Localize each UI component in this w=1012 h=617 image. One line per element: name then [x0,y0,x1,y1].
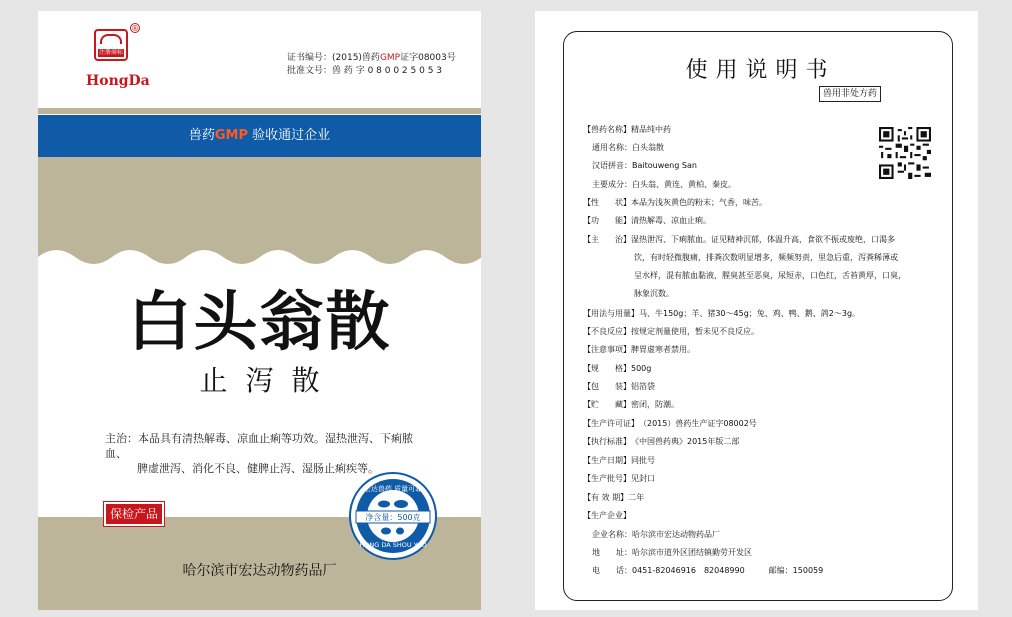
manual-row-manufacturer: 【生产企业】 [583,511,631,520]
manual-row-indication-cont-1: 饮，有时轻微腹痛，排粪次数明显增多，频频努责，里急后重，泻粪稀薄或 [634,253,898,262]
seal-net-weight: 净含量：500克 [365,513,421,522]
manual-row-storage: 【贮 藏】密闭，防潮。 [583,400,679,409]
manual-row-dosage: 【用法与用量】马、牛150g；羊、猪30～45g；兔、鸡、鸭、鹅、鸽2～3g。 [583,309,861,318]
manual-row-phone: 电 话：0451-82046916 82048990 邮编：150059 [592,566,824,575]
seal-arc-text: 宏达兽药 质量可靠 [363,485,423,493]
gmp-banner: 兽药GMP 验收通过企业 [38,115,481,157]
manual-row-license: 【生产许可证】（2015）兽药生产证字08002号 [583,419,757,428]
manual-row-precautions: 【注意事项】脾胃虚寒者禁用。 [583,345,695,354]
certificate-info [287,52,456,78]
indication-line-2: 脾虚泄泻、消化不良、健脾止泻、湿肠止痢疾等。 [137,462,379,475]
manual-row-pinyin: 汉语拼音：Baitouweng San [592,161,697,170]
manual-row-adverse: 【不良反应】按规定剂量使用，暂未见不良反应。 [583,327,759,336]
cert-number: 证书编号：(2015)兽药GMP证字08003号 [287,53,456,63]
house-icon [94,29,128,61]
manual-row-function: 【功 能】清热解毒、凉血止痢。 [583,216,711,225]
manual-row-package: 【包 装】铝箔袋 [583,382,655,391]
seal-pinyin: HONG DA SHOU YAO [359,541,427,549]
approval-number: 批准文号：兽 药 字 0 8 0 0 2 5 0 5 3 [287,66,443,76]
manual-row-batch: 【生产批号】见封口 [583,474,655,483]
brand-name: HongDa [86,73,150,89]
package-front [38,11,481,610]
manual-row-indication-cont-3: 脉象沉数。 [634,289,674,298]
manufacturer-name: 哈尔滨市宏达动物药品厂 [182,563,337,579]
manual-title: 使用说明书 [685,58,836,83]
manual-row-date: 【生产日期】同批号 [583,456,655,465]
manual-row-address: 地 址：哈尔滨市道外区团结镇勤劳开发区 [592,548,752,557]
indication-text [105,431,425,476]
package-back [535,11,978,610]
product-title: 白头翁散 [127,286,392,360]
manual-row-indication: 【主 治】湿热泄泻、下痢脓血。证见精神沉郁，体温升高，食欲不振或废绝，口渴多 [583,235,895,244]
manual-row-appearance: 【性 状】本品为浅灰黄色的粉末；气香，味苦。 [583,198,767,207]
qr-code-icon [879,127,931,179]
indication-line-1: 主治：本品具有清热解毒、凉血止痢等功效。湿热泄泻、下痢脓血、 [105,432,413,460]
manual-row-ingredients: 主要成分：白头翁、黄连、黄柏、秦皮。 [592,180,736,189]
quality-seal [348,471,438,561]
manual-row-name: 【兽药名称】精品纯中药 [583,125,671,134]
registered-mark: ® [131,24,139,33]
manual-row-company: 企业名称：哈尔滨市宏达动物药品厂 [592,530,720,539]
otc-label: 兽用非处方药 [819,86,881,102]
quality-badge: 保检产品 [104,502,164,526]
wave-divider [38,235,481,279]
logo-tag: 注册商标 [98,49,123,56]
manual-row-common-name: 通用名称：白头翁散 [592,143,664,152]
manual-row-indication-cont-2: 呈水样，混有脓血黏液，腥臭甚至恶臭，尿短赤，口色红，舌苔黄厚，口臭， [634,271,906,280]
brand-logo [86,21,156,101]
product-subtitle: 止泻散 [199,364,338,397]
manual-row-expiry: 【有 效 期】二年 [583,493,645,502]
manual-row-standard: 【执行标准】《中国兽药典》2015年版二部 [583,437,740,446]
beige-stripe [38,108,481,114]
manual-row-spec: 【规 格】500g [583,364,652,373]
